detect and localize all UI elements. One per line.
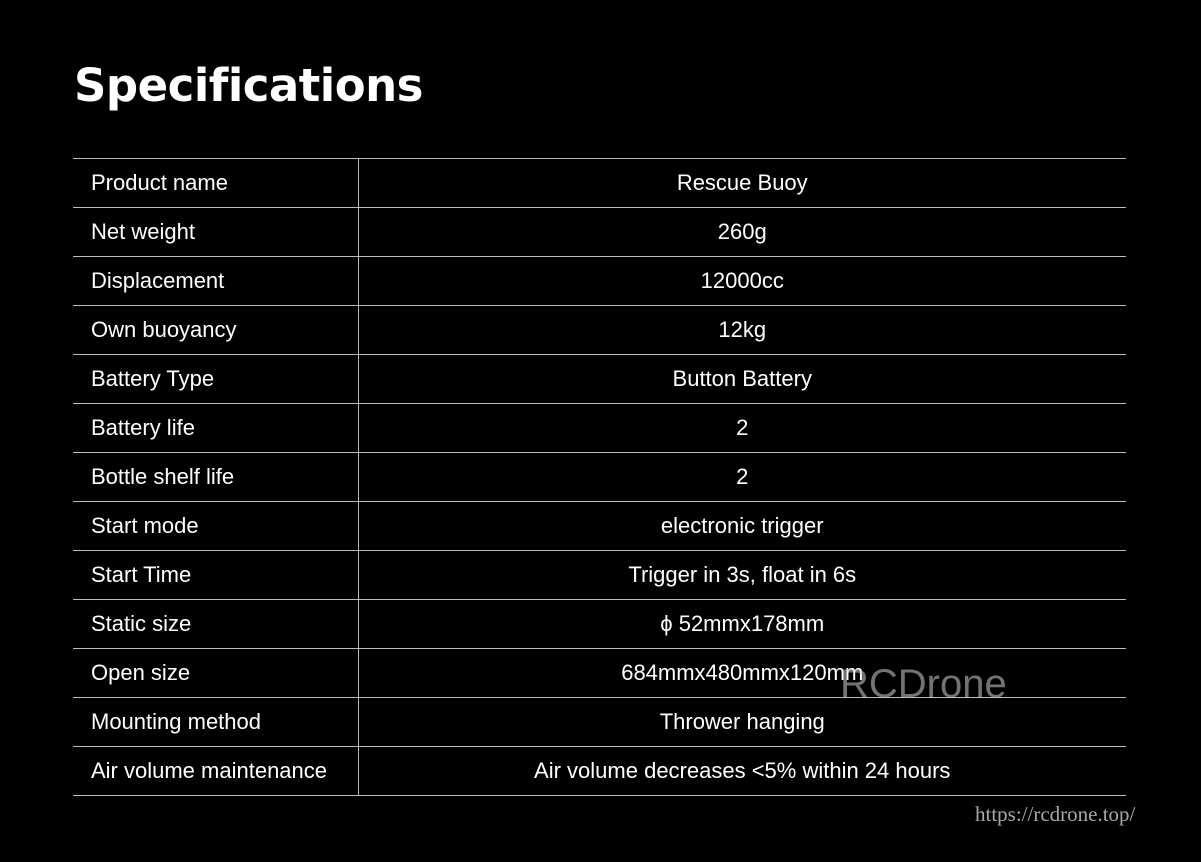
spec-value: 2 [736,415,749,440]
spec-label: Product name [73,159,358,208]
table-row [73,502,1126,551]
spec-value: ϕ 52mmx178mm [660,611,825,636]
spec-label: Air volume maintenance [73,747,358,796]
table-row [73,453,1126,502]
table-row [73,747,1126,796]
spec-value: 684mmx480mmx120mm [621,660,864,685]
spec-value: 260g [717,219,767,244]
spec-value: 12000cc [700,268,784,293]
table-row [73,551,1126,600]
spec-label: Bottle shelf life [73,453,358,502]
table-row [73,159,1126,208]
spec-value: Trigger in 3s, float in 6s [628,562,857,587]
spec-value: 12kg [718,317,767,342]
spec-label: Net weight [73,208,358,257]
spec-label: Displacement [73,257,358,306]
spec-label: Start Time [73,551,358,600]
table-row [73,404,1126,453]
spec-label: Battery Type [73,355,358,404]
spec-value: Button Battery [672,366,812,391]
spec-label: Open size [73,649,358,698]
spec-label: Battery life [73,404,358,453]
table-row [73,208,1126,257]
watermark: RCDrone [840,662,1007,706]
spec-label: Static size [73,600,358,649]
spec-value: Rescue Buoy [676,170,808,195]
spec-value: Air volume decreases <5% within 24 hours [534,758,951,783]
page-title: Specifications [74,59,423,112]
spec-label: Own buoyancy [73,306,358,355]
table-row [73,600,1126,649]
source-url: https://rcdrone.top/ [975,802,1136,826]
spec-label: Mounting method [73,698,358,747]
spec-value: electronic trigger [660,513,824,538]
table-row [73,257,1126,306]
spec-value: Thrower hanging [659,709,825,734]
table-row [73,306,1126,355]
spec-value: 2 [736,464,749,489]
table-row [73,355,1126,404]
spec-label: Start mode [73,502,358,551]
